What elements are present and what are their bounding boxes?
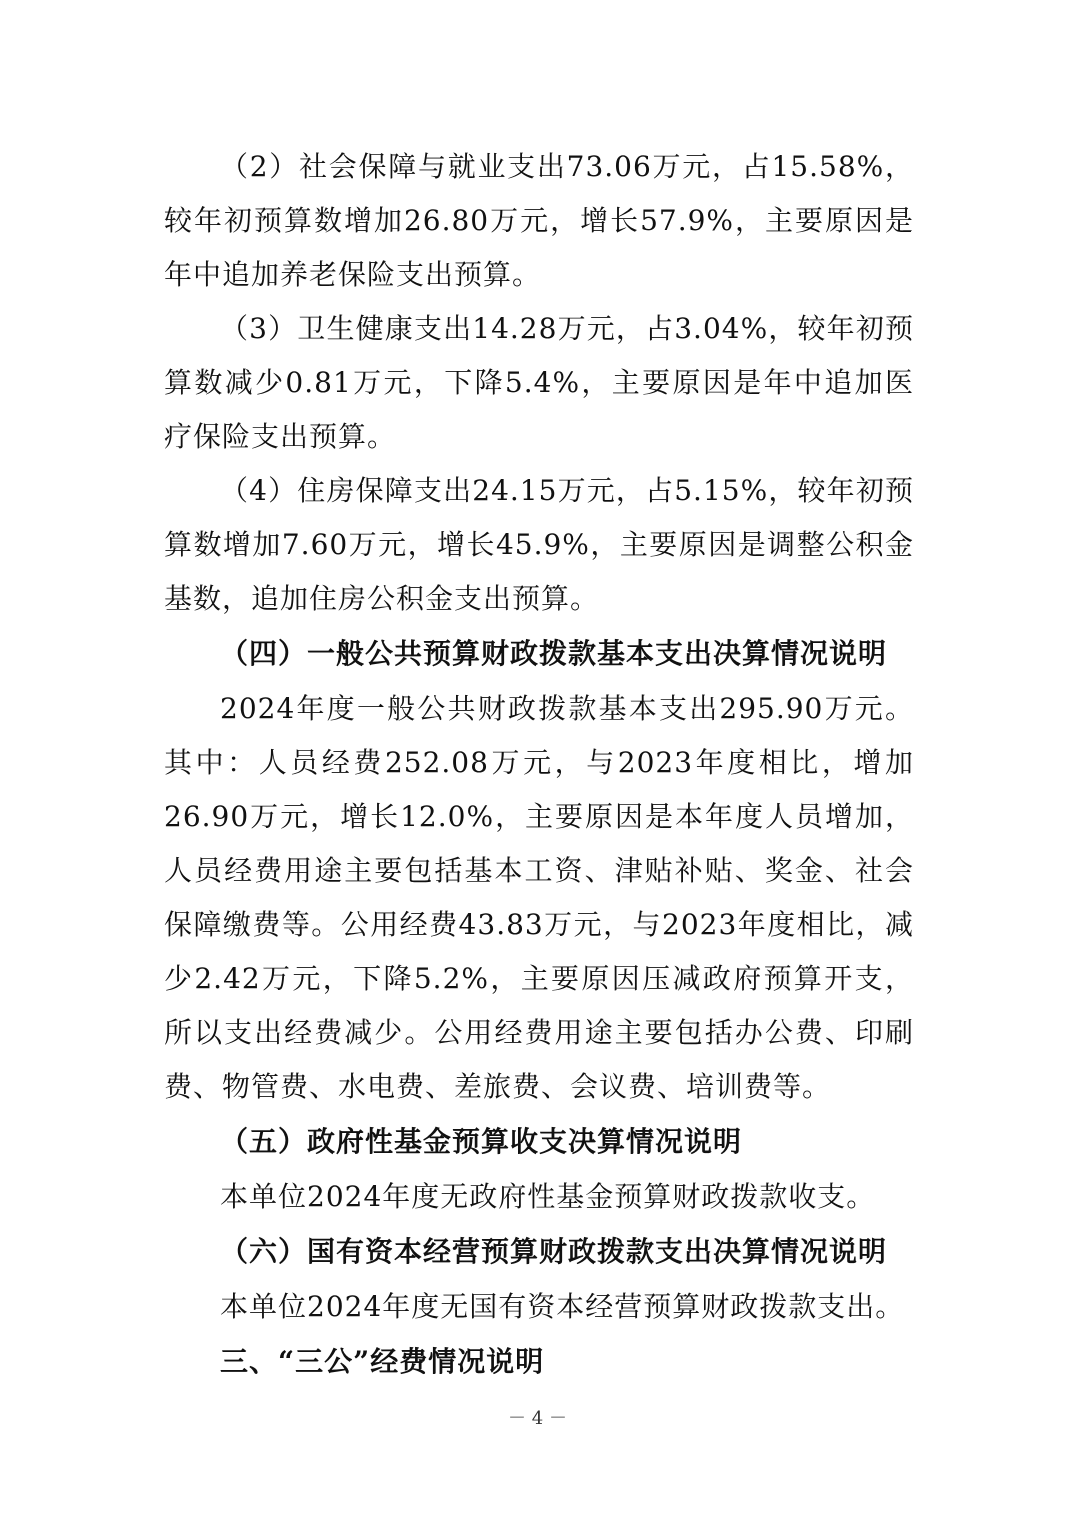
heading-section-6: （六）国有资本经营预算财政拨款支出决算情况说明 <box>220 1235 888 1268</box>
heading-section-4: （四）一般公共预算财政拨款基本支出决算情况说明 <box>220 637 888 670</box>
heading-three-public: 三、“三公”经费情况说明 <box>220 1345 545 1378</box>
page-number: － 4 － <box>508 1408 567 1429</box>
heading-section-5: （五）政府性基金预算收支决算情况说明 <box>220 1125 743 1158</box>
paragraph-health: （3）卫生健康支出14.28万元，占3.04%，较年初预算数减少0.81万元，下降5.4%，主要原因是年中追加医疗保险支出预算。 <box>164 312 914 453</box>
paragraph-social-security: （2）社会保障与就业支出73.06万元，占15.58%，较年初预算数增加26.80万元，增长57.9%，主要原因是年中追加养老保险支出预算。 <box>164 150 914 291</box>
paragraph-housing: （4）住房保障支出24.15万元，占5.15%，较年初预算数增加7.60万元，增长45.9%，主要原因是调整公积金基数，追加住房公积金支出预算。 <box>164 474 914 615</box>
paragraph-state-capital: 本单位2024年度无国有资本经营预算财政拨款支出。 <box>220 1290 905 1323</box>
paragraph-government-fund: 本单位2024年度无政府性基金预算财政拨款收支。 <box>220 1180 876 1213</box>
document-body <box>164 140 914 1390</box>
paragraph-basic-expenditure: 2024年度一般公共财政拨款基本支出295.90万元。其中：人员经费252.08万元，与2023年度相比，增加26.90万元，增长12.0%，主要原因是本年度人员增加，人员经费用途主要包括基本工资、津贴补贴、奖金、社会保障缴费等。公用经费43.83万元，与2023年度相比，减少2.42万元，下降5.2%，主要原因压减政府预算开支，所以支出经费减少。公用经费用途主要包括办公费、印刷费、物管费、水电费、差旅费、会议费、培训费等。 <box>164 692 914 1103</box>
